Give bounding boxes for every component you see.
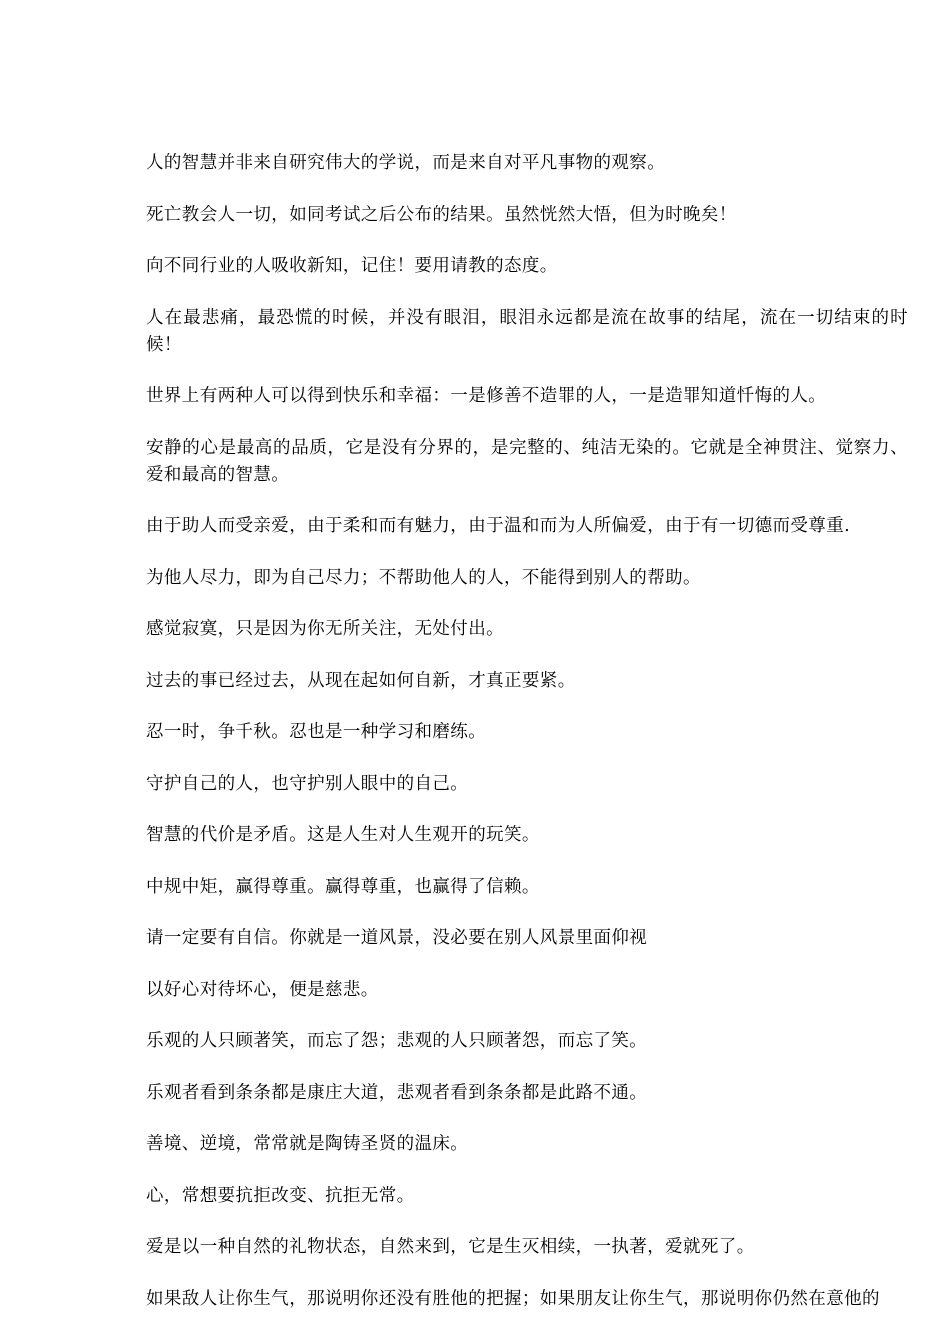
paragraph-22: 如果敌人让你生气，那说明你还没有胜他的把握；如果朋友让你生气，那说明你仍然在意他的 bbox=[146, 1288, 880, 1309]
paragraph-6: 安静的心是最高的品质，它是没有分界的，是完整的、纯洁无染的。它就是全神贯注、觉察力、爱和最高的智慧。 bbox=[146, 437, 908, 485]
paragraph-3: 向不同行业的人吸收新知，记住！要用请教的态度。 bbox=[146, 256, 558, 276]
document-body bbox=[146, 150, 908, 1337]
paragraph-2: 死亡教会人一切，如同考试之后公布的结果。虽然恍然大悟，但为时晚矣！ bbox=[146, 204, 737, 225]
paragraph-19: 善境、逆境，常常就是陶铸圣贤的温床。 bbox=[146, 1134, 469, 1154]
paragraph-5: 世界上有两种人可以得到快乐和幸福：一是修善不造罪的人，一是造罪知道忏悔的人。 bbox=[146, 386, 827, 406]
paragraph-12: 守护自己的人，也守护别人眼中的自己。 bbox=[146, 773, 469, 794]
paragraph-13: 智慧的代价是矛盾。这是人生对人生观开的玩笑。 bbox=[146, 825, 540, 845]
paragraph-9: 感觉寂寞，只是因为你无所关注，无处付出。 bbox=[146, 619, 504, 639]
paragraph-8: 为他人尽力，即为自己尽力；不帮助他人的人，不能得到别人的帮助。 bbox=[146, 567, 701, 588]
paragraph-7: 由于助人而受亲爱，由于柔和而有魅力，由于温和而为人所偏爱，由于有一切德而受尊重. bbox=[146, 516, 851, 536]
paragraph-18: 乐观者看到条条都是康庄大道，悲观者看到条条都是此路不通。 bbox=[146, 1082, 648, 1103]
paragraph-14: 中规中矩，赢得尊重。赢得尊重，也赢得了信赖。 bbox=[146, 876, 540, 897]
paragraph-10: 过去的事已经过去，从现在起如何自新，才真正要紧。 bbox=[146, 670, 576, 691]
paragraph-21: 爱是以一种自然的礼物状态，自然来到，它是生灭相续，一执著，爱就死了。 bbox=[146, 1237, 755, 1257]
paragraph-11: 忍一时，争千秋。忍也是一种学习和磨练。 bbox=[146, 722, 487, 742]
paragraph-15: 请一定要有自信。你就是一道风景，没必要在别人风景里面仰视 bbox=[146, 928, 648, 948]
paragraph-20: 心，常想要抗拒改变、抗拒无常。 bbox=[146, 1185, 415, 1206]
paragraph-17: 乐观的人只顾著笑，而忘了怨；悲观的人只顾著怨，而忘了笑。 bbox=[146, 1031, 648, 1051]
paragraph-1: 人的智慧并非来自研究伟大的学说，而是来自对平凡事物的观察。 bbox=[146, 153, 666, 173]
paragraph-4: 人在最悲痛，最恐慌的时候，并没有眼泪，眼泪永远都是流在故事的结尾，流在一切结束的时候！ bbox=[146, 307, 908, 355]
paragraph-16: 以好心对待坏心，便是慈悲。 bbox=[146, 979, 379, 1000]
